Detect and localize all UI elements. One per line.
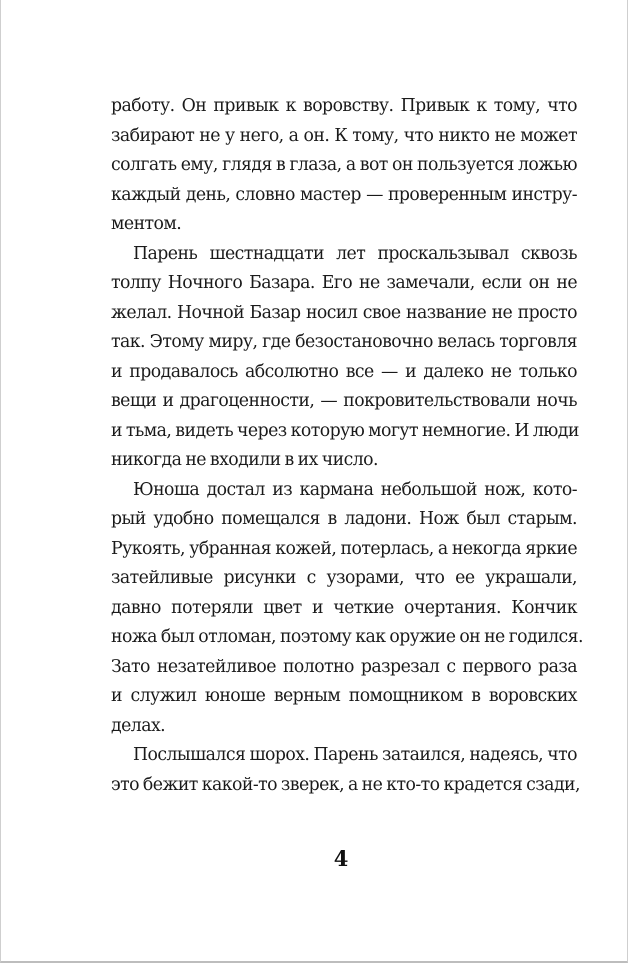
text-line: толпу Ночного Базара. Его не замечали, если он не (111, 273, 577, 293)
page-number: 4 (333, 846, 349, 871)
text-line: и тьма, видеть через которую могут немногие. И люди (111, 420, 579, 441)
text-line: Юноша достал из кармана небольшой нож, кото- (133, 479, 577, 500)
text-line: и продавалось абсолютно все — и далеко не только (111, 361, 577, 382)
text-line: никогда не входили в их число. (111, 450, 378, 470)
text-line: ментом. (111, 214, 182, 234)
text-line: делах. (111, 715, 166, 736)
text-line: это бежит какой-то зверек, а не кто-то крадется сзади, (111, 774, 580, 795)
text-line: каждый день, словно мастер — проверенным инстру- (111, 184, 577, 205)
body-text (111, 92, 583, 800)
text-line: Рукоять, убранная кожей, потерлась, а некогда яркие (111, 538, 577, 559)
text-line: ножа был отломан, поэтому как оружие он не годился. (111, 627, 583, 647)
text-line: вещи и драгоценности, — покровительствовали ночь (111, 391, 577, 411)
text-line: забирают не у него, а он. К тому, что никто не может (111, 125, 577, 146)
text-line: Зато незатейливое полотно разрезал с первого раза (111, 656, 577, 677)
text-line: работу. Он привык к воровству. Привык к тому, что (111, 96, 577, 116)
text-line: давно потеряли цвет и четкие очертания. Кончик (111, 597, 577, 618)
text-line: Парень шестнадцати лет проскальзывал сквозь (133, 243, 577, 264)
text-line: рый удобно помещался в ладони. Нож был старым. (111, 509, 577, 529)
text-line: и служил юноше верным помощником в воровских (111, 686, 577, 706)
text-line: солгать ему, глядя в глаза, а вот он пользуется ложью (111, 155, 577, 175)
text-line: Послышался шорох. Парень затаился, надеясь, что (133, 745, 577, 765)
text-line: затейливые рисунки с узорами, что ее украшали, (111, 568, 577, 588)
text-line: так. Этому миру, где безостановочно велась торговля (111, 332, 577, 352)
text-line: желал. Ночной Базар носил свое название не просто (111, 302, 577, 323)
